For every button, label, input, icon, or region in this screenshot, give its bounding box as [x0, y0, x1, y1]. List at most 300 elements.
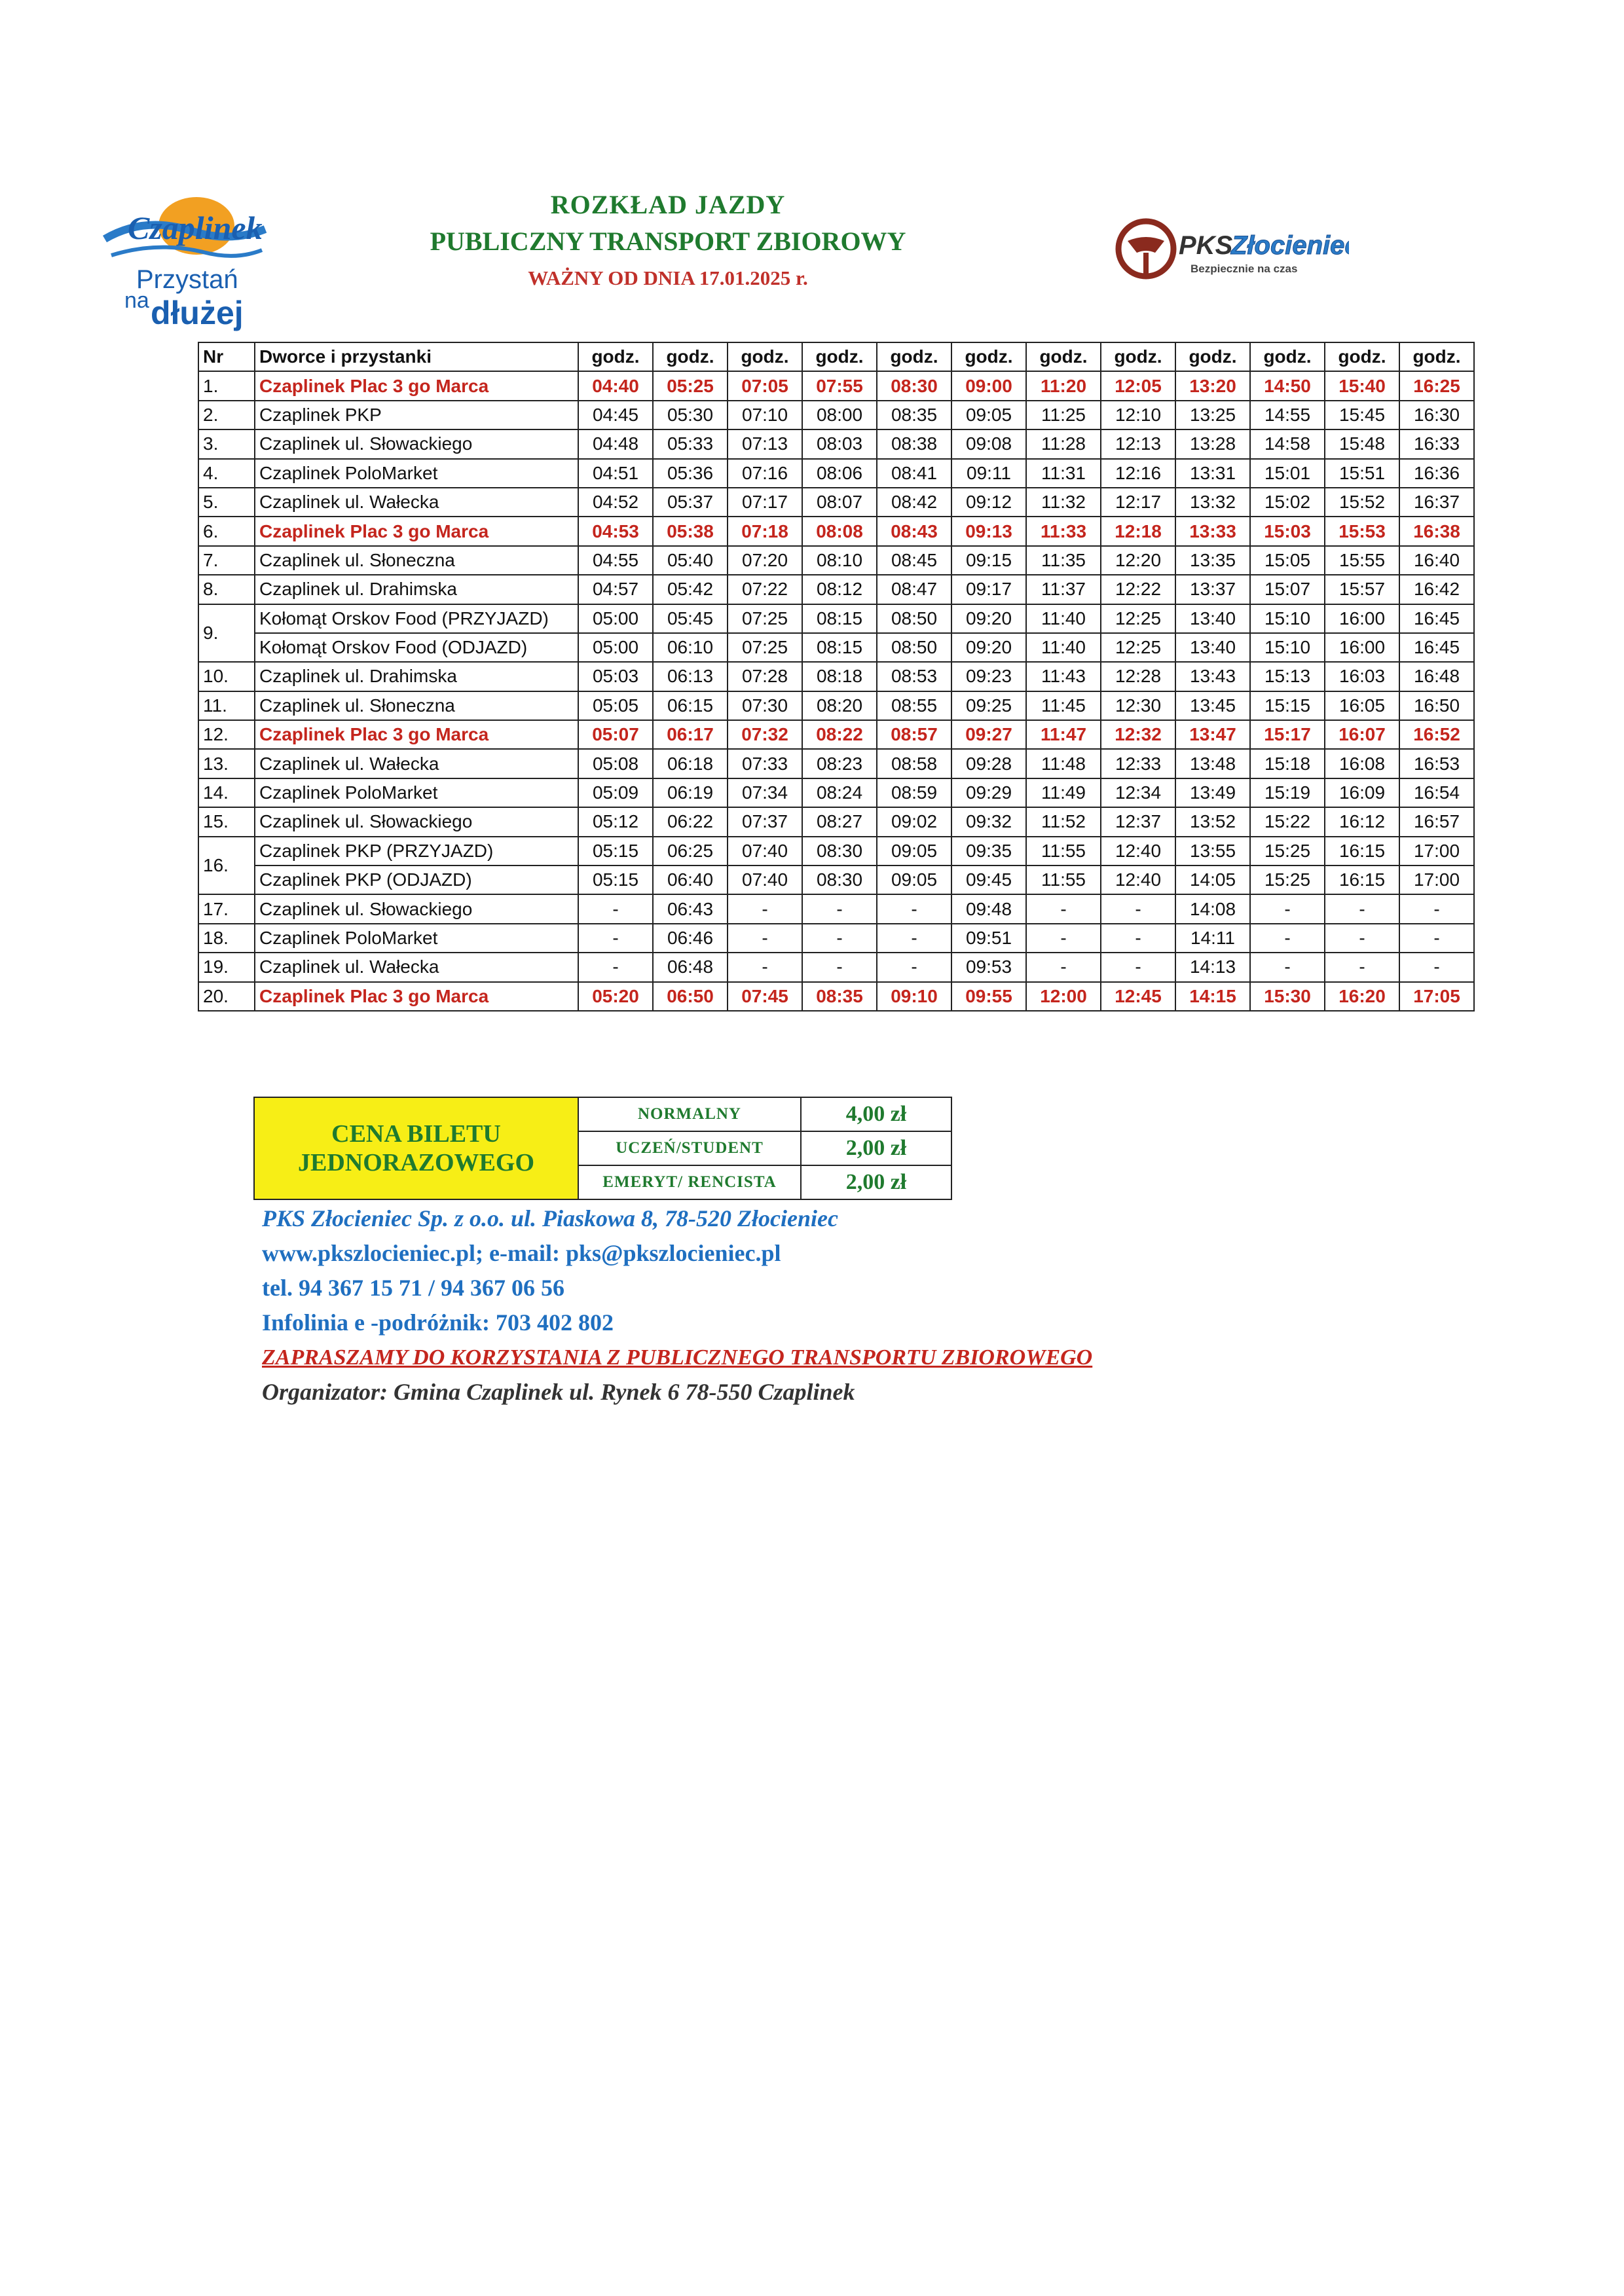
- row-number: 2.: [198, 401, 255, 429]
- departure-time: 16:20: [1325, 982, 1399, 1011]
- departure-time: 15:40: [1325, 371, 1399, 400]
- departure-time: 13:25: [1175, 401, 1250, 429]
- organizer: Organizator: Gmina Czaplinek ul. Rynek 6 78-550 Czaplinek: [262, 1379, 855, 1405]
- svg-text:na: na: [124, 288, 149, 313]
- departure-time: 06:46: [653, 924, 728, 953]
- departure-time: 14:55: [1250, 401, 1325, 429]
- header-time: godz.: [1399, 342, 1474, 371]
- table-row: [198, 982, 1474, 1011]
- departure-time: 04:55: [578, 546, 653, 575]
- stop-name: Czaplinek Plac 3 go Marca: [255, 371, 578, 400]
- departure-time: 13:35: [1175, 546, 1250, 575]
- departure-time: 13:37: [1175, 575, 1250, 604]
- departure-time: 15:18: [1250, 749, 1325, 778]
- header-time: godz.: [1325, 342, 1399, 371]
- departure-time: 12:10: [1101, 401, 1175, 429]
- website-email: www.pkszlocieniec.pl; e-mail: pks@pkszlocieniec.pl: [262, 1240, 781, 1266]
- departure-time: 15:10: [1250, 633, 1325, 662]
- departure-time: 09:32: [951, 807, 1026, 836]
- departure-time: 05:40: [653, 546, 728, 575]
- stop-name: Czaplinek ul. Słowackiego: [255, 894, 578, 923]
- departure-time: 11:25: [1026, 401, 1101, 429]
- departure-time: 07:22: [728, 575, 802, 604]
- departure-time: -: [578, 953, 653, 981]
- departure-time: 09:48: [951, 894, 1026, 923]
- departure-time: 08:47: [877, 575, 951, 604]
- departure-time: -: [1026, 894, 1101, 923]
- timetable: [198, 342, 1475, 1011]
- header-time: godz.: [728, 342, 802, 371]
- departure-time: 04:52: [578, 488, 653, 517]
- departure-time: -: [877, 894, 951, 923]
- departure-time: 05:37: [653, 488, 728, 517]
- departure-time: -: [1250, 894, 1325, 923]
- departure-time: 13:48: [1175, 749, 1250, 778]
- departure-time: 08:50: [877, 633, 951, 662]
- stop-name: Czaplinek ul. Drahimska: [255, 575, 578, 604]
- departure-time: 12:37: [1101, 807, 1175, 836]
- departure-time: 08:07: [802, 488, 877, 517]
- row-number: 15.: [198, 807, 255, 836]
- departure-time: 16:09: [1325, 778, 1399, 807]
- departure-time: 11:40: [1026, 604, 1101, 633]
- table-row: [198, 662, 1474, 691]
- stop-name: Czaplinek ul. Słoneczna: [255, 546, 578, 575]
- departure-time: 08:08: [802, 517, 877, 545]
- stop-name: Czaplinek ul. Wałecka: [255, 749, 578, 778]
- row-number: 5.: [198, 488, 255, 517]
- departure-time: 05:15: [578, 837, 653, 866]
- departure-time: 13:33: [1175, 517, 1250, 545]
- row-number: 16.: [198, 837, 255, 895]
- departure-time: 13:43: [1175, 662, 1250, 691]
- departure-time: 11:40: [1026, 633, 1101, 662]
- header-time: godz.: [653, 342, 728, 371]
- table-row: [198, 401, 1474, 429]
- table-row: [198, 807, 1474, 836]
- stop-name: Kołomąt Orskov Food (PRZYJAZD): [255, 604, 578, 633]
- departure-time: 16:37: [1399, 488, 1474, 517]
- departure-time: 15:55: [1325, 546, 1399, 575]
- departure-time: 05:00: [578, 604, 653, 633]
- departure-time: 13:40: [1175, 604, 1250, 633]
- departure-time: 16:33: [1399, 429, 1474, 458]
- svg-text:Przystań: Przystań: [136, 265, 238, 294]
- departure-time: 07:20: [728, 546, 802, 575]
- departure-time: 14:50: [1250, 371, 1325, 400]
- departure-time: 15:48: [1325, 429, 1399, 458]
- table-row: [198, 546, 1474, 575]
- stop-name: Czaplinek Plac 3 go Marca: [255, 720, 578, 749]
- ticket-value: 4,00 zł: [801, 1097, 951, 1131]
- departure-time: 15:25: [1250, 866, 1325, 894]
- table-row: [198, 604, 1474, 633]
- ticket-kind: UCZEŃ/STUDENT: [578, 1131, 801, 1165]
- departure-time: -: [1250, 924, 1325, 953]
- stop-name: Czaplinek ul. Drahimska: [255, 662, 578, 691]
- departure-time: 08:23: [802, 749, 877, 778]
- row-number: 9.: [198, 604, 255, 663]
- row-number: 6.: [198, 517, 255, 545]
- table-row: [198, 633, 1474, 662]
- svg-text:Bezpiecznie na czas: Bezpiecznie na czas: [1190, 263, 1298, 275]
- departure-time: 08:35: [877, 401, 951, 429]
- departure-time: 16:00: [1325, 604, 1399, 633]
- departure-time: 08:55: [877, 691, 951, 720]
- departure-time: 07:16: [728, 459, 802, 488]
- departure-time: 11:33: [1026, 517, 1101, 545]
- departure-time: -: [802, 953, 877, 981]
- departure-time: 08:24: [802, 778, 877, 807]
- departure-time: 08:59: [877, 778, 951, 807]
- departure-time: -: [802, 924, 877, 953]
- row-number: 14.: [198, 778, 255, 807]
- stop-name: Czaplinek Plac 3 go Marca: [255, 517, 578, 545]
- table-row: [198, 924, 1474, 953]
- departure-time: -: [1026, 924, 1101, 953]
- departure-time: 09:25: [951, 691, 1026, 720]
- departure-time: 07:32: [728, 720, 802, 749]
- departure-time: 04:53: [578, 517, 653, 545]
- departure-time: 05:08: [578, 749, 653, 778]
- departure-time: 06:18: [653, 749, 728, 778]
- row-number: 7.: [198, 546, 255, 575]
- stop-name: Czaplinek ul. Słowackiego: [255, 807, 578, 836]
- header-time: godz.: [877, 342, 951, 371]
- departure-time: 06:10: [653, 633, 728, 662]
- table-header-row: [198, 342, 1474, 371]
- departure-time: 16:36: [1399, 459, 1474, 488]
- departure-time: 16:45: [1399, 633, 1474, 662]
- departure-time: 15:02: [1250, 488, 1325, 517]
- company-address: PKS Złocieniec Sp. z o.o. ul. Piaskowa 8, 78-520 Złocieniec: [262, 1205, 838, 1231]
- departure-time: 07:37: [728, 807, 802, 836]
- ticket-kind: NORMALNY: [578, 1097, 801, 1131]
- table-row: [198, 517, 1474, 545]
- departure-time: 08:15: [802, 633, 877, 662]
- departure-time: 16:52: [1399, 720, 1474, 749]
- departure-time: 11:32: [1026, 488, 1101, 517]
- departure-time: 09:00: [951, 371, 1026, 400]
- departure-time: 05:09: [578, 778, 653, 807]
- departure-time: 09:05: [877, 837, 951, 866]
- departure-time: -: [877, 953, 951, 981]
- departure-time: 12:34: [1101, 778, 1175, 807]
- row-number: 18.: [198, 924, 255, 953]
- departure-time: 12:20: [1101, 546, 1175, 575]
- departure-time: 16:30: [1399, 401, 1474, 429]
- departure-time: 11:31: [1026, 459, 1101, 488]
- departure-time: 16:42: [1399, 575, 1474, 604]
- departure-time: 05:15: [578, 866, 653, 894]
- row-number: 12.: [198, 720, 255, 749]
- departure-time: 12:22: [1101, 575, 1175, 604]
- departure-time: 15:01: [1250, 459, 1325, 488]
- departure-time: 08:42: [877, 488, 951, 517]
- departure-time: 04:45: [578, 401, 653, 429]
- departure-time: 06:48: [653, 953, 728, 981]
- departure-time: 11:37: [1026, 575, 1101, 604]
- departure-time: 12:32: [1101, 720, 1175, 749]
- departure-time: 07:17: [728, 488, 802, 517]
- valid-from: WAŻNY OD DNIA 17.01.2025 r.: [528, 266, 808, 289]
- departure-time: -: [578, 894, 653, 923]
- departure-time: 12:13: [1101, 429, 1175, 458]
- departure-time: 16:07: [1325, 720, 1399, 749]
- departure-time: 15:05: [1250, 546, 1325, 575]
- departure-time: 04:57: [578, 575, 653, 604]
- departure-time: 06:15: [653, 691, 728, 720]
- departure-time: 06:40: [653, 866, 728, 894]
- departure-time: 12:30: [1101, 691, 1175, 720]
- pks-logo: [1113, 215, 1349, 287]
- departure-time: 08:43: [877, 517, 951, 545]
- svg-text:dłużej: dłużej: [151, 295, 244, 331]
- row-number: 13.: [198, 749, 255, 778]
- table-row: [198, 749, 1474, 778]
- departure-time: 08:45: [877, 546, 951, 575]
- departure-time: 08:27: [802, 807, 877, 836]
- departure-time: 09:28: [951, 749, 1026, 778]
- departure-time: 16:57: [1399, 807, 1474, 836]
- header-time: godz.: [951, 342, 1026, 371]
- stop-name: Czaplinek PKP (ODJAZD): [255, 866, 578, 894]
- departure-time: 16:54: [1399, 778, 1474, 807]
- departure-time: 06:25: [653, 837, 728, 866]
- row-number: 3.: [198, 429, 255, 458]
- departure-time: 11:35: [1026, 546, 1101, 575]
- departure-time: 09:05: [877, 866, 951, 894]
- departure-time: 08:22: [802, 720, 877, 749]
- departure-time: 13:40: [1175, 633, 1250, 662]
- departure-time: 12:40: [1101, 837, 1175, 866]
- departure-time: 08:41: [877, 459, 951, 488]
- departure-time: 11:20: [1026, 371, 1101, 400]
- row-number: 17.: [198, 894, 255, 923]
- departure-time: 05:20: [578, 982, 653, 1011]
- departure-time: 09:20: [951, 633, 1026, 662]
- svg-text:Czaplinek: Czaplinek: [128, 210, 263, 246]
- departure-time: -: [728, 953, 802, 981]
- departure-time: 14:15: [1175, 982, 1250, 1011]
- departure-time: 09:11: [951, 459, 1026, 488]
- departure-time: -: [1399, 924, 1474, 953]
- ticket-price-table: [253, 1097, 952, 1200]
- departure-time: 05:33: [653, 429, 728, 458]
- table-row: [198, 371, 1474, 400]
- row-number: 20.: [198, 982, 255, 1011]
- departure-time: 07:10: [728, 401, 802, 429]
- departure-time: 16:40: [1399, 546, 1474, 575]
- departure-time: 08:06: [802, 459, 877, 488]
- departure-time: 08:38: [877, 429, 951, 458]
- header-time: godz.: [802, 342, 877, 371]
- stop-name: Czaplinek ul. Słoneczna: [255, 691, 578, 720]
- departure-time: 09:27: [951, 720, 1026, 749]
- stop-name: Czaplinek ul. Wałecka: [255, 953, 578, 981]
- departure-time: 11:45: [1026, 691, 1101, 720]
- departure-time: 15:15: [1250, 691, 1325, 720]
- departure-time: 05:36: [653, 459, 728, 488]
- departure-time: 15:13: [1250, 662, 1325, 691]
- departure-time: 17:00: [1399, 866, 1474, 894]
- departure-time: -: [728, 894, 802, 923]
- departure-time: 12:05: [1101, 371, 1175, 400]
- departure-time: 08:20: [802, 691, 877, 720]
- departure-time: 16:38: [1399, 517, 1474, 545]
- departure-time: 09:02: [877, 807, 951, 836]
- departure-time: 11:52: [1026, 807, 1101, 836]
- departure-time: -: [728, 924, 802, 953]
- departure-time: 16:45: [1399, 604, 1474, 633]
- departure-time: 08:15: [802, 604, 877, 633]
- departure-time: 15:25: [1250, 837, 1325, 866]
- departure-time: 08:58: [877, 749, 951, 778]
- departure-time: 05:30: [653, 401, 728, 429]
- departure-time: 06:50: [653, 982, 728, 1011]
- departure-time: 12:45: [1101, 982, 1175, 1011]
- departure-time: 15:57: [1325, 575, 1399, 604]
- header-time: godz.: [1175, 342, 1250, 371]
- row-number: 8.: [198, 575, 255, 604]
- departure-time: 09:17: [951, 575, 1026, 604]
- departure-time: -: [1101, 894, 1175, 923]
- departure-time: 05:05: [578, 691, 653, 720]
- departure-time: 08:57: [877, 720, 951, 749]
- departure-time: 09:23: [951, 662, 1026, 691]
- departure-time: 12:18: [1101, 517, 1175, 545]
- departure-time: 07:33: [728, 749, 802, 778]
- infoline: Infolinia e -podróżnik: 703 402 802: [262, 1309, 614, 1336]
- invitation-banner: ZAPRASZAMY DO KORZYSTANIA Z PUBLICZNEGO TRANSPORTU ZBIOROWEGO: [262, 1345, 1093, 1370]
- departure-time: 14:11: [1175, 924, 1250, 953]
- ticket-kind: EMERYT/ RENCISTA: [578, 1165, 801, 1199]
- departure-time: 12:25: [1101, 633, 1175, 662]
- departure-time: 12:40: [1101, 866, 1175, 894]
- departure-time: -: [1101, 924, 1175, 953]
- departure-time: 08:12: [802, 575, 877, 604]
- departure-time: 07:34: [728, 778, 802, 807]
- departure-time: 16:50: [1399, 691, 1474, 720]
- table-row: [198, 575, 1474, 604]
- stop-name: Czaplinek PKP (PRZYJAZD): [255, 837, 578, 866]
- header-time: godz.: [1101, 342, 1175, 371]
- table-row: [198, 488, 1474, 517]
- departure-time: 16:08: [1325, 749, 1399, 778]
- departure-time: 17:00: [1399, 837, 1474, 866]
- departure-time: 09:35: [951, 837, 1026, 866]
- departure-time: 09:13: [951, 517, 1026, 545]
- departure-time: 09:05: [951, 401, 1026, 429]
- departure-time: 13:32: [1175, 488, 1250, 517]
- departure-time: 13:31: [1175, 459, 1250, 488]
- departure-time: 04:40: [578, 371, 653, 400]
- stop-name: Czaplinek ul. Słowackiego: [255, 429, 578, 458]
- row-number: 1.: [198, 371, 255, 400]
- table-row: [198, 894, 1474, 923]
- departure-time: 07:55: [802, 371, 877, 400]
- departure-time: 05:03: [578, 662, 653, 691]
- departure-time: 08:50: [877, 604, 951, 633]
- row-number: 4.: [198, 459, 255, 488]
- departure-time: -: [1250, 953, 1325, 981]
- departure-time: 09:51: [951, 924, 1026, 953]
- departure-time: 09:53: [951, 953, 1026, 981]
- table-row: [198, 778, 1474, 807]
- header-time: godz.: [1250, 342, 1325, 371]
- departure-time: 07:40: [728, 837, 802, 866]
- departure-time: 15:17: [1250, 720, 1325, 749]
- departure-time: 09:55: [951, 982, 1026, 1011]
- departure-time: 06:17: [653, 720, 728, 749]
- departure-time: 13:20: [1175, 371, 1250, 400]
- departure-time: 04:51: [578, 459, 653, 488]
- departure-time: 15:45: [1325, 401, 1399, 429]
- ticket-price-label-line2: JEDNORAZOWEGO: [297, 1149, 535, 1176]
- table-row: [198, 720, 1474, 749]
- departure-time: 08:00: [802, 401, 877, 429]
- departure-time: 05:12: [578, 807, 653, 836]
- departure-time: 07:25: [728, 604, 802, 633]
- title: ROZKŁAD JAZDY: [550, 190, 786, 219]
- row-number: 10.: [198, 662, 255, 691]
- departure-time: 08:30: [877, 371, 951, 400]
- departure-time: 15:52: [1325, 488, 1399, 517]
- departure-time: 16:25: [1399, 371, 1474, 400]
- departure-time: 15:51: [1325, 459, 1399, 488]
- table-row: [198, 953, 1474, 981]
- departure-time: 06:22: [653, 807, 728, 836]
- table-row: [198, 691, 1474, 720]
- departure-time: 11:55: [1026, 837, 1101, 866]
- header-time: godz.: [578, 342, 653, 371]
- departure-time: 16:48: [1399, 662, 1474, 691]
- departure-time: 15:03: [1250, 517, 1325, 545]
- departure-time: -: [1399, 953, 1474, 981]
- table-row: [198, 429, 1474, 458]
- contact-info: [262, 1201, 1375, 1410]
- departure-time: 17:05: [1399, 982, 1474, 1011]
- departure-time: 07:18: [728, 517, 802, 545]
- subtitle: PUBLICZNY TRANSPORT ZBIOROWY: [430, 227, 906, 256]
- departure-time: 08:30: [802, 837, 877, 866]
- departure-time: 06:43: [653, 894, 728, 923]
- departure-time: 13:45: [1175, 691, 1250, 720]
- departure-time: 09:15: [951, 546, 1026, 575]
- departure-time: 07:45: [728, 982, 802, 1011]
- departure-time: -: [1325, 894, 1399, 923]
- departure-time: -: [802, 894, 877, 923]
- departure-time: 09:08: [951, 429, 1026, 458]
- departure-time: 15:22: [1250, 807, 1325, 836]
- departure-time: 04:48: [578, 429, 653, 458]
- table-row: [198, 459, 1474, 488]
- departure-time: 16:53: [1399, 749, 1474, 778]
- header-stops: Dworce i przystanki: [255, 342, 578, 371]
- departure-time: 15:07: [1250, 575, 1325, 604]
- departure-time: 13:28: [1175, 429, 1250, 458]
- header-nr: Nr: [198, 342, 255, 371]
- departure-time: 08:10: [802, 546, 877, 575]
- departure-time: -: [1325, 953, 1399, 981]
- departure-time: -: [1101, 953, 1175, 981]
- phone-numbers: tel. 94 367 15 71 / 94 367 06 56: [262, 1275, 564, 1301]
- departure-time: 09:20: [951, 604, 1026, 633]
- departure-time: 06:19: [653, 778, 728, 807]
- departure-time: 15:10: [1250, 604, 1325, 633]
- departure-time: 16:12: [1325, 807, 1399, 836]
- departure-time: 13:52: [1175, 807, 1250, 836]
